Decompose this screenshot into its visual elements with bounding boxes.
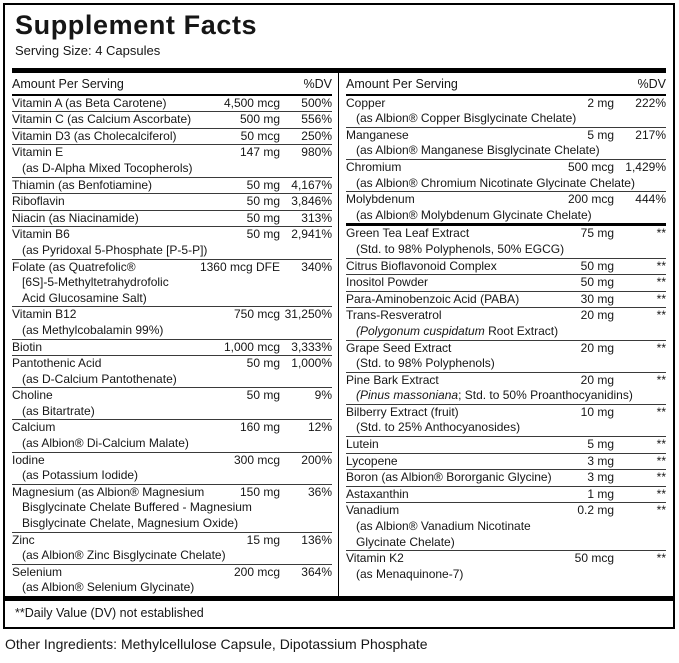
nutrient-amount: 15 mg xyxy=(246,532,280,547)
nutrient-rows-right xyxy=(346,96,666,583)
table-row xyxy=(346,307,666,339)
nutrient-line xyxy=(346,487,666,503)
nutrient-dv: 12% xyxy=(307,420,332,435)
nutrient-form: Bisglycinate Chelate, Magnesium Oxide) xyxy=(22,516,239,531)
nutrient-dv: ** xyxy=(656,291,666,306)
table-row xyxy=(346,486,666,503)
nutrient-line xyxy=(12,129,332,145)
nutrient-dv: ** xyxy=(656,470,666,485)
nutrient-name: Choline xyxy=(12,388,53,403)
table-row xyxy=(346,159,666,191)
nutrient-dv: 3,846% xyxy=(291,194,332,209)
nutrient-line xyxy=(346,470,666,486)
nutrient-dv: 1,000% xyxy=(291,356,332,371)
nutrient-amount: 160 mg xyxy=(239,420,280,435)
column-header-dv: %DV xyxy=(303,77,332,91)
table-row xyxy=(346,258,666,275)
nutrient-amount: 0.2 mg xyxy=(577,503,614,518)
nutrient-line xyxy=(12,356,332,372)
nutrient-form: (as D-Calcium Pantothenate) xyxy=(22,371,177,386)
column-header-dv: %DV xyxy=(637,77,666,91)
column-header-amount: Amount Per Serving xyxy=(12,77,124,91)
nutrient-amount: 1,000 mcg xyxy=(223,339,280,354)
nutrient-name: Green Tea Leaf Extract xyxy=(346,226,470,241)
column-right xyxy=(339,73,666,596)
nutrient-dv: 36% xyxy=(307,484,332,499)
nutrient-form: (as Albion® Selenium Glycinate) xyxy=(22,580,195,595)
table-row xyxy=(346,223,666,257)
nutrient-dv: ** xyxy=(656,486,666,501)
nutrient-amount: 50 mg xyxy=(580,275,614,290)
table-row xyxy=(346,550,666,582)
nutrient-amount: 4,500 mcg xyxy=(223,95,280,110)
nutrient-amount: 500 mg xyxy=(239,112,280,127)
nutrient-form: Acid Glucosamine Salt) xyxy=(22,290,147,305)
table-row xyxy=(12,96,332,112)
table-row xyxy=(12,210,332,227)
nutrient-dv: ** xyxy=(656,372,666,387)
table-row xyxy=(12,226,332,258)
nutrient-name: Magnesium (as Albion® Magnesium xyxy=(12,484,205,499)
table-row xyxy=(346,502,666,550)
nutrient-form-text: Root Extract) xyxy=(484,323,559,338)
nutrient-line xyxy=(346,226,666,242)
nutrient-dv: 3,333% xyxy=(291,339,332,354)
nutrient-amount: 150 mg xyxy=(239,484,280,499)
table-row xyxy=(346,127,666,159)
nutrient-form: (Std. to 25% Anthocyanosides) xyxy=(356,420,521,435)
nutrient-line xyxy=(12,211,332,227)
nutrient-line xyxy=(12,485,332,501)
nutrient-line xyxy=(12,340,332,356)
nutrient-dv: 313% xyxy=(301,210,332,225)
nutrient-form: (as Albion® Molybdenum Glycinate Chelate) xyxy=(356,207,592,222)
nutrient-name: Zinc xyxy=(12,532,35,547)
column-left xyxy=(12,73,339,596)
nutrient-form-text: ; Std. to 50% Proanthocyanidins) xyxy=(458,388,633,403)
nutrient-amount: 1 mg xyxy=(587,486,614,501)
nutrient-name: Selenium xyxy=(12,564,63,579)
nutrient-line xyxy=(346,192,666,208)
nutrient-dv: ** xyxy=(656,308,666,323)
nutrient-amount: 50 mg xyxy=(580,258,614,273)
column-header-left xyxy=(12,73,332,96)
nutrient-line xyxy=(346,259,666,275)
page-title: Supplement Facts xyxy=(15,10,258,40)
nutrient-dv: 222% xyxy=(635,95,666,110)
nutrient-line xyxy=(12,388,332,404)
nutrient-dv: ** xyxy=(656,453,666,468)
nutrient-dv: 250% xyxy=(301,128,332,143)
nutrient-name: Vitamin D3 (as Cholecalciferol) xyxy=(12,128,177,143)
nutrient-dv: ** xyxy=(656,437,666,452)
nutrient-amount: 75 mg xyxy=(580,226,614,241)
nutrient-dv: 217% xyxy=(635,127,666,142)
nutrient-dv: 340% xyxy=(301,259,332,274)
nutrient-amount: 3 mg xyxy=(587,470,614,485)
nutrient-amount: 50 mg xyxy=(246,177,280,192)
table-row xyxy=(12,259,332,307)
nutrient-line xyxy=(346,551,666,567)
nutrient-form: (as Albion® Chromium Nicotinate Glycinate Chelate) xyxy=(356,175,635,190)
nutrient-name: Trans-Resveratrol xyxy=(346,308,442,323)
nutrient-dv: 136% xyxy=(301,532,332,547)
table-row xyxy=(346,469,666,486)
nutrient-form: (as Albion® Manganese Bisglycinate Chelate) xyxy=(356,143,600,158)
supplement-facts-panel xyxy=(3,3,675,629)
nutrient-form xyxy=(346,324,666,340)
nutrient-dv: ** xyxy=(656,503,666,518)
nutrient-amount: 1360 mcg DFE xyxy=(199,259,280,274)
table-row xyxy=(12,387,332,419)
nutrient-amount: 30 mg xyxy=(580,291,614,306)
nutrient-name: Citrus Bioflavonoid Complex xyxy=(346,258,497,273)
nutrient-amount: 300 mcg xyxy=(233,452,280,467)
nutrient-amount: 2 mg xyxy=(587,95,614,110)
nutrient-form: (Std. to 98% Polyphenols, 50% EGCG) xyxy=(356,241,565,256)
nutrient-line xyxy=(12,145,332,161)
nutrient-name: Inositol Powder xyxy=(346,275,429,290)
nutrient-name: Vitamin B6 xyxy=(12,227,70,242)
nutrient-amount: 10 mg xyxy=(580,404,614,419)
botanical-name: (Pinus massoniana xyxy=(356,388,459,403)
nutrient-form: (as Albion® Copper Bisglycinate Chelate) xyxy=(356,111,577,126)
nutrient-name: Manganese xyxy=(346,127,409,142)
nutrient-dv: 31,250% xyxy=(284,307,332,322)
nutrient-rows-left xyxy=(12,96,332,596)
table-row xyxy=(12,128,332,145)
nutrient-form: Glycinate Chelate) xyxy=(356,534,455,549)
nutrient-name: Vitamin A (as Beta Carotene) xyxy=(12,95,167,110)
nutrient-amount: 5 mg xyxy=(587,127,614,142)
nutrient-line xyxy=(346,437,666,453)
nutrient-name: Grape Seed Extract xyxy=(346,340,452,355)
nutrient-amount: 50 mcg xyxy=(574,551,614,566)
nutrient-form: (as Methylcobalamin 99%) xyxy=(22,322,164,337)
table-row xyxy=(12,532,332,564)
nutrient-name: Calcium xyxy=(12,420,56,435)
nutrient-line xyxy=(12,227,332,243)
nutrient-name: Lutein xyxy=(346,437,379,452)
nutrient-amount: 50 mg xyxy=(246,388,280,403)
nutrient-line xyxy=(12,112,332,128)
nutrient-dv: 1,429% xyxy=(625,159,666,174)
nutrient-amount: 20 mg xyxy=(580,340,614,355)
nutrient-name: Copper xyxy=(346,95,386,110)
table-row xyxy=(346,274,666,291)
nutrient-line xyxy=(346,308,666,324)
nutrient-dv: 4,167% xyxy=(291,177,332,192)
nutrient-line xyxy=(12,420,332,436)
table-row xyxy=(12,355,332,387)
nutrient-line xyxy=(346,373,666,389)
table-row xyxy=(346,453,666,470)
nutrient-dv: ** xyxy=(656,404,666,419)
nutrient-form: (as Pyridoxal 5-Phosphate [P-5-P]) xyxy=(22,242,208,257)
nutrient-name: Biotin xyxy=(12,339,43,354)
nutrient-dv: 364% xyxy=(301,564,332,579)
nutrient-line xyxy=(12,307,332,323)
table-row xyxy=(12,193,332,210)
nutrient-amount: 20 mg xyxy=(580,308,614,323)
nutrient-amount: 3 mg xyxy=(587,453,614,468)
nutrient-line xyxy=(346,405,666,421)
nutrient-dv: 2,941% xyxy=(291,227,332,242)
nutrient-amount: 50 mg xyxy=(246,210,280,225)
nutrient-name: Thiamin (as Benfotiamine) xyxy=(12,177,153,192)
other-ingredients: Other Ingredients: Methylcellulose Capsule, Dipotassium Phosphate xyxy=(5,635,428,652)
table-row xyxy=(12,484,332,532)
table-row xyxy=(12,564,332,596)
nutrient-amount: 50 mcg xyxy=(240,128,280,143)
nutrient-line xyxy=(12,533,332,549)
nutrient-name: Vitamin C (as Calcium Ascorbate) xyxy=(12,112,192,127)
nutrient-amount: 20 mg xyxy=(580,372,614,387)
nutrient-form: (as Menaquinone-7) xyxy=(356,566,464,581)
nutrient-line xyxy=(346,503,666,519)
nutrient-amount: 5 mg xyxy=(587,437,614,452)
nutrient-form: (as Bitartrate) xyxy=(22,403,95,418)
nutrient-dv: ** xyxy=(656,226,666,241)
botanical-name: (Polygonum cuspidatum xyxy=(356,323,485,338)
nutrient-name: Vitamin B12 xyxy=(12,307,77,322)
nutrient-dv: 980% xyxy=(301,145,332,160)
nutrient-name: Riboflavin xyxy=(12,194,65,209)
footnote: **Daily Value (DV) not established xyxy=(15,605,204,620)
nutrient-name: Para-Aminobenzoic Acid (PABA) xyxy=(346,291,520,306)
table-row xyxy=(346,436,666,453)
nutrient-form: Bisglycinate Chelate Buffered - Magnesium xyxy=(22,500,252,515)
nutrient-dv: 500% xyxy=(301,95,332,110)
nutrient-line xyxy=(12,96,332,112)
nutrient-line xyxy=(346,454,666,470)
nutrient-dv: 200% xyxy=(301,452,332,467)
nutrient-dv: ** xyxy=(656,551,666,566)
nutrient-amount: 50 mg xyxy=(246,356,280,371)
nutrient-line xyxy=(12,260,332,276)
column-header-right xyxy=(346,73,666,96)
nutrient-dv: ** xyxy=(656,340,666,355)
nutrient-name: Molybdenum xyxy=(346,192,415,207)
table-row xyxy=(346,291,666,308)
nutrient-columns xyxy=(12,73,666,596)
table-row xyxy=(12,144,332,176)
nutrient-line xyxy=(346,96,666,112)
nutrient-form xyxy=(346,388,666,404)
nutrient-name: Niacin (as Niacinamide) xyxy=(12,210,139,225)
nutrient-amount: 50 mg xyxy=(246,194,280,209)
nutrient-dv: 556% xyxy=(301,112,332,127)
nutrient-line xyxy=(12,178,332,194)
table-row xyxy=(346,340,666,372)
nutrient-line xyxy=(346,341,666,357)
nutrient-line xyxy=(346,128,666,144)
nutrient-name: Pantothenic Acid xyxy=(12,356,102,371)
nutrient-amount: 200 mcg xyxy=(567,192,614,207)
nutrient-name: Bilberry Extract (fruit) xyxy=(346,404,459,419)
table-row xyxy=(346,372,666,404)
nutrient-form: (as Albion® Vanadium Nicotinate xyxy=(356,519,531,534)
nutrient-name: Vitamin K2 xyxy=(346,551,404,566)
panel-header xyxy=(5,5,673,58)
nutrient-form: [6S]-5-Methyltetrahydrofolic xyxy=(22,275,169,290)
nutrient-name: Vitamin E xyxy=(12,145,64,160)
nutrient-form: (as Potassium Iodide) xyxy=(22,468,139,483)
nutrient-line xyxy=(346,275,666,291)
nutrient-form: (as Albion® Di-Calcium Malate) xyxy=(22,436,189,451)
nutrient-amount: 500 mcg xyxy=(567,159,614,174)
nutrient-name: Astaxanthin xyxy=(346,486,409,501)
nutrient-line xyxy=(12,453,332,469)
table-row xyxy=(346,96,666,127)
table-row xyxy=(12,419,332,451)
nutrient-name: Boron (as Albion® Bororganic Glycine) xyxy=(346,470,552,485)
nutrient-line xyxy=(346,160,666,176)
nutrient-amount: 50 mg xyxy=(246,227,280,242)
nutrient-dv: 9% xyxy=(314,388,332,403)
nutrient-amount: 750 mcg xyxy=(233,307,280,322)
table-row xyxy=(346,191,666,223)
nutrient-line xyxy=(346,292,666,308)
nutrient-dv: ** xyxy=(656,258,666,273)
column-header-amount: Amount Per Serving xyxy=(346,77,458,91)
nutrient-form: (Std. to 98% Polyphenols) xyxy=(356,356,495,371)
nutrient-form: (as D-Alpha Mixed Tocopherols) xyxy=(22,160,193,175)
nutrient-name: Folate (as Quatrefolic® xyxy=(12,259,136,274)
nutrient-line xyxy=(12,565,332,581)
nutrient-line xyxy=(12,194,332,210)
table-row xyxy=(12,452,332,484)
table-row xyxy=(12,177,332,194)
nutrient-name: Lycopene xyxy=(346,453,398,468)
table-row xyxy=(12,306,332,338)
nutrient-form: (as Albion® Zinc Bisglycinate Chelate) xyxy=(22,548,226,563)
nutrient-amount: 147 mg xyxy=(239,145,280,160)
table-row xyxy=(12,111,332,128)
nutrient-name: Pine Bark Extract xyxy=(346,372,439,387)
nutrient-amount: 200 mcg xyxy=(233,564,280,579)
nutrient-dv: 444% xyxy=(635,192,666,207)
nutrient-name: Chromium xyxy=(346,159,402,174)
nutrient-name: Vanadium xyxy=(346,503,400,518)
nutrient-name: Iodine xyxy=(12,452,45,467)
table-row xyxy=(12,339,332,356)
table-row xyxy=(346,404,666,436)
nutrient-dv: ** xyxy=(656,275,666,290)
serving-size: Serving Size: 4 Capsules xyxy=(15,43,161,58)
